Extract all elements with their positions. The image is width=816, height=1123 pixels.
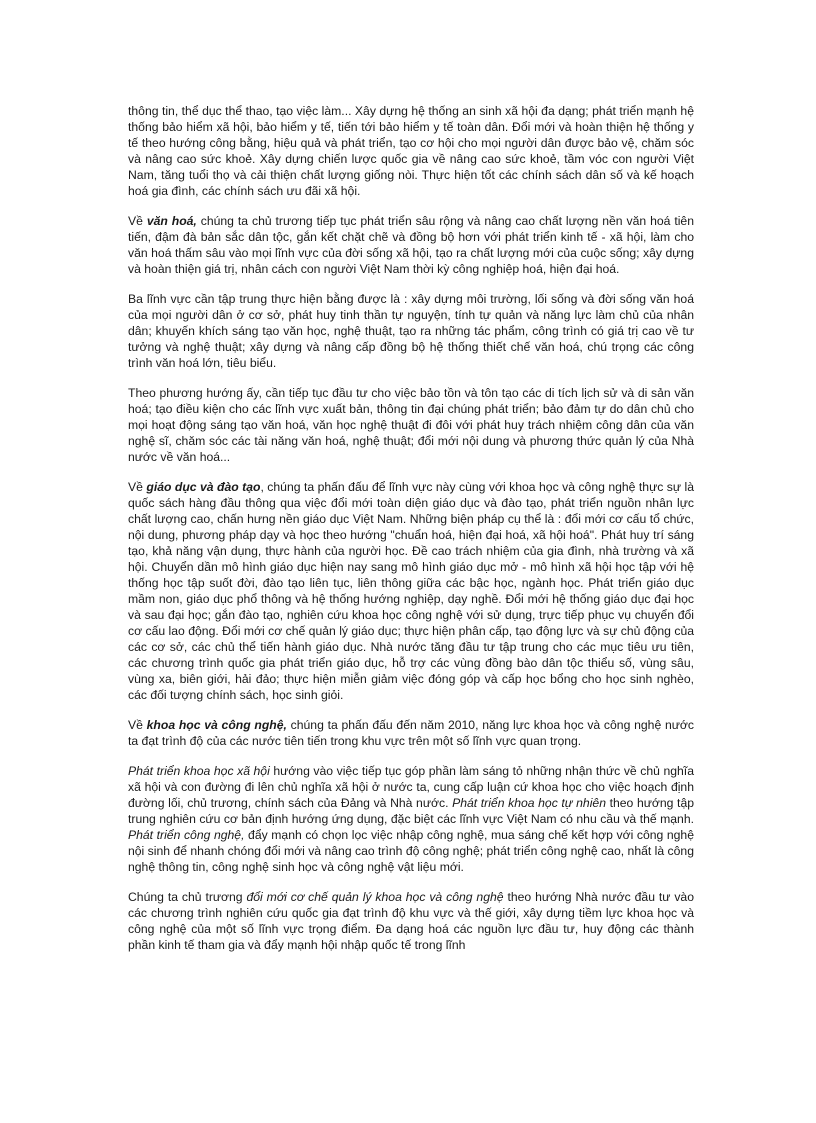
emphasized-term: văn hoá, (146, 214, 197, 228)
paragraph-text: Về (128, 214, 147, 228)
paragraph-text: Về (128, 718, 147, 732)
paragraph-text: thông tin, thể dục thể thao, tạo việc làm... Xây dựng hệ thống an sinh xã hội đa dạng; phát triển mạnh hệ thống bảo hiểm xã hội, bảo hiểm y tế, tiến tới bảo hiểm y tế toàn dân. Đổi mới và hoàn thiện hệ thống y tế theo hướng công bằng, hiệu quả và phát triển, tạo cơ hội cho mọi người dân được bảo vệ, chăm sóc và nâng cao sức khoẻ. Xây dựng chiến lược quốc gia về nâng cao sức khoẻ, tầm vóc con người Việt Nam, tăng tuổi thọ và cải thiện chất lượng giống nòi. Thực hiện tốt các chính sách dân số và kế hoạch hoá gia đình, các chính sách ưu đãi xã hội. (128, 104, 694, 198)
paragraph (128, 479, 694, 703)
paragraph (128, 213, 694, 277)
emphasized-term: khoa học và công nghệ, (146, 718, 287, 732)
paragraph-text: hướng vào việc tiếp tục góp phần làm sáng tỏ những nhận thức về chủ nghĩa xã hội và con đường đi lên chủ nghĩa xã hội ở nước ta, cung cấp luận cứ khoa học cho việc hoạch định đường lối, chủ trương, chính sách của Đảng và Nhà nước. (128, 764, 694, 810)
emphasized-term: giáo dục và đào tạo (146, 480, 261, 494)
paragraph (128, 103, 694, 199)
paragraph-text: Ba lĩnh vực cần tập trung thực hiện bằng được là : xây dựng môi trường, lối sống và đời sống văn hoá của mọi người dân ở cơ sở, phát huy tinh thần tự nguyện, tính tự quản và năng lực làm chủ của nhân dân; khuyến khích sáng tạo văn học, nghệ thuật, tạo ra những tác phẩm, công trình có giá trị cao về tư tưởng và nghệ thuật; xây dựng và nâng cấp đồng bộ hệ thống thiết chế văn hoá, chú trọng các công trình văn hoá lớn, tiêu biểu. (128, 292, 694, 370)
paragraph (128, 385, 694, 465)
paragraph (128, 763, 694, 875)
paragraph-text: theo hướng tập trung nghiên cứu cơ bản định hướng ứng dụng, đặc biệt các lĩnh vực Việt Nam có nhu cầu và thế mạnh. (128, 796, 694, 826)
paragraph-text: Chúng ta chủ trương (128, 890, 247, 904)
paragraph (128, 291, 694, 371)
italic-phrase: đổi mới cơ chế quản lý khoa học và công nghệ (246, 890, 504, 904)
italic-phrase: Phát triển khoa học tự nhiên (452, 796, 606, 810)
paragraph-text: đẩy mạnh có chọn lọc việc nhập công nghệ, mua sáng chế kết hợp với công nghệ nội sinh để nhanh chóng đổi mới và nâng cao trình độ công nghệ; phát triển công nghệ cao, nhất là công nghệ thông tin, công nghệ sinh học và công nghệ vật liệu mới. (128, 828, 694, 874)
paragraph-text: , chúng ta phấn đấu để lĩnh vực này cùng với khoa học và công nghệ thực sự là quốc sách hàng đầu thông qua việc đổi mới toàn diện giáo dục và đào tạo, phát triển nguồn nhân lực chất lượng cao, chấn hưng nền giáo dục Việt Nam. Những biện pháp cụ thể là : đổi mới cơ cấu tổ chức, nội dung, phương pháp dạy và học theo hướng "chuẩn hoá, hiện đại hoá, xã hội hoá". Phát huy trí sáng tạo, khả năng vận dụng, thực hành của người học. Đề cao trách nhiệm của gia đình, nhà trường và xã hội. Chuyển dần mô hình giáo dục hiện nay sang mô hình giáo dục mở - mô hình xã hội học tập với hệ thống học tập suốt đời, đào tạo liên tục, liên thông giữa các bậc học, ngành học. Phát triển giáo dục mầm non, giáo dục phổ thông và hệ thống hướng nghiệp, dạy nghề. Đổi mới hệ thống giáo dục đại học và sau đại học; gắn đào tạo, nghiên cứu khoa học công nghệ với sử dụng, trực tiếp phục vụ chuyển đổi cơ cấu lao động. Đổi mới cơ chế quản lý giáo dục; thực hiện phân cấp, tạo động lực và sự chủ động của các cơ sở, các chủ thể tiến hành giáo dục. Nhà nước tăng đầu tư tập trung cho các mục tiêu ưu tiên, các chương trình quốc gia phát triển giáo dục, hỗ trợ các vùng đồng bào dân tộc thiểu số, vùng sâu, vùng xa, biên giới, hải đảo; thực hiện miễn giảm việc đóng góp và cấp học bổng cho học sinh nghèo, các đối tượng chính sách, học sinh giỏi. (128, 480, 694, 702)
paragraph-text: theo hướng Nhà nước đầu tư vào các chương trình nghiên cứu quốc gia đạt trình độ khu vực và thế giới, xây dựng tiềm lực khoa học và công nghệ của một số lĩnh vực trọng điểm. Đa dạng hoá các nguồn lực đầu tư, huy động các thành phần kinh tế tham gia và đẩy mạnh hội nhập quốc tế trong lĩnh (128, 890, 694, 952)
paragraph-text: Theo phương hướng ấy, cần tiếp tục đầu tư cho việc bảo tồn và tôn tạo các di tích lịch sử và di sản văn hoá; tạo điều kiện cho các lĩnh vực xuất bản, thông tin đại chúng phát triển; bảo đảm tự do dân chủ cho mọi hoạt động sáng tạo văn hoá, văn học nghệ thuật đi đôi với phát huy trách nhiệm công dân của văn nghệ sĩ, chăm sóc các tài năng văn hoá, nghệ thuật; đổi mới nội dung và phương thức quản lý của Nhà nước về văn hoá... (128, 386, 694, 464)
paragraph-text: chúng ta phấn đấu đến năm 2010, năng lực khoa học và công nghệ nước ta đạt trình độ của các nước tiên tiến trong khu vực trên một số lĩnh vực quan trọng. (128, 718, 694, 748)
italic-phrase: Phát triển khoa học xã hội (128, 764, 270, 778)
paragraph (128, 717, 694, 749)
document-body (128, 103, 694, 967)
paragraph-text: Về (128, 480, 147, 494)
paragraph-text: chúng ta chủ trương tiếp tục phát triển sâu rộng và nâng cao chất lượng nền văn hoá tiên tiến, đậm đà bản sắc dân tộc, gắn kết chặt chẽ và đồng bộ hơn với phát triển kinh tế - xã hội, làm cho văn hoá thấm sâu vào mọi lĩnh vực của đời sống xã hội, tạo ra chất lượng mới của cuộc sống; xây dựng và hoàn thiện giá trị, nhân cách con người Việt Nam thời kỳ công nghiệp hoá, hiện đại hoá. (128, 214, 694, 276)
paragraph (128, 889, 694, 953)
italic-phrase: Phát triển công nghệ, (128, 828, 245, 842)
